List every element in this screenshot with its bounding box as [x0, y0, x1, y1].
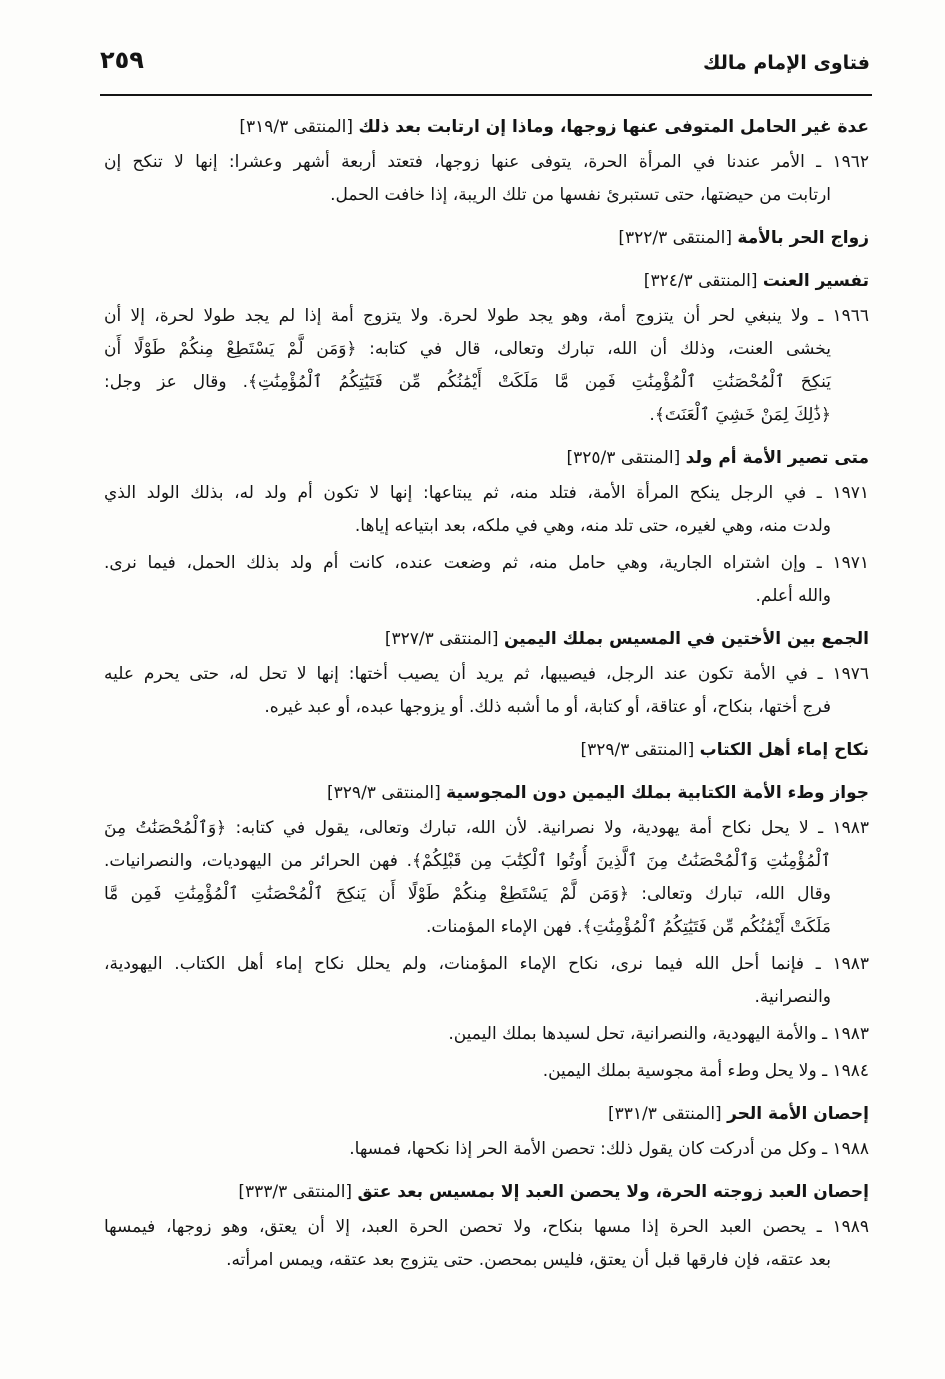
section-heading — [104, 734, 869, 767]
paragraph — [104, 477, 869, 543]
heading-citation: [المنتقى ٣٢٩/٣] — [580, 740, 695, 760]
paragraph-line: ١٩٨٩ ـ يحصن العبد الحرة إذا مسها بنكاح، ولا تحصن الحرة العبد، إلا أن يعتق، وهو زوجها، فيمسها — [104, 1217, 869, 1237]
heading-title: جواز وطء الأمة الكتابية بملك اليمين دون المجوسية — [446, 783, 869, 803]
section-heading — [104, 442, 869, 475]
heading-title: زواج الحر بالأمة — [737, 228, 869, 248]
paragraph — [104, 1018, 869, 1051]
section-heading — [104, 111, 869, 144]
paragraph — [104, 146, 869, 212]
paragraph-line: ١٩٧١ ـ في الرجل ينكح المرأة الأمة، فتلد منه، ثم يبتاعها: إنها لا تكون أم ولد له، بذلك الولد الذي — [104, 483, 869, 503]
paragraph — [104, 547, 869, 613]
heading-title: نكاح إماء أهل الكتاب — [699, 740, 869, 760]
paragraph-line: ١٩٨٤ ـ ولا يحل وطء أمة مجوسية بملك اليمين. — [542, 1061, 869, 1081]
paragraph-line: والله أعلم. — [755, 586, 831, 606]
heading-citation: [المنتقى ٣٢٢/٣] — [618, 228, 733, 248]
paragraph-line: ارتابت من حيضتها، حتى تستبرئ نفسها من تلك الريبة، إذا خافت الحمل. — [330, 185, 831, 205]
page-header — [100, 44, 870, 88]
paragraph-line: ١٩٨٣ ـ فإنما أحل الله فيما نرى، نكاح الإماء المؤمنات، ولم يحلل نكاح إماء أهل الكتاب. اليهودية، — [104, 954, 869, 974]
paragraph-line: ولدت منه، وهي لغيره، حتى تلد منه، وهي في ملكه، بعد ابتياعه إياها. — [354, 516, 831, 536]
running-title: فتاوى الإمام مالك — [703, 52, 870, 74]
paragraph — [104, 948, 869, 1014]
paragraph-line: ٱلْمُؤْمِنَٰتِ وَٱلْمُحْصَنَٰتُ مِنَ ٱلَّذِينَ أُوتُوا ٱلْكِتَٰبَ مِن قَبْلِكُمْ﴾. فهن الحرائر من اليهوديات، والنصرانيات. — [104, 851, 831, 871]
heading-citation: [المنتقى ٣١٩/٣] — [239, 117, 354, 137]
paragraph — [104, 300, 869, 432]
paragraph-line: مَلَكَتْ أَيْمَٰنُكُم مِّن فَتَيَٰتِكُمُ ٱلْمُؤْمِنَٰتِ﴾. فهن الإماء المؤمنات. — [425, 917, 831, 937]
page-body — [104, 111, 869, 1277]
section-heading — [104, 222, 869, 255]
paragraph-line: ١٩٨٨ ـ وكل من أدركت كان يقول ذلك: تحصن الأمة الحر إذا نكحها، فمسها. — [349, 1139, 869, 1159]
paragraph — [104, 658, 869, 724]
paragraph-line: بعد عتقه، فإن فارقها قبل أن يعتق، فليس بمحصن. حتى يتزوج بعد عتقه، ويمس امرأته. — [226, 1250, 831, 1270]
paragraph-line: ١٩٨٣ ـ والأمة اليهودية، والنصرانية، تحل لسيدها بملك اليمين. — [448, 1024, 869, 1044]
paragraph — [104, 1133, 869, 1166]
heading-title: متى تصير الأمة أم ولد — [685, 448, 869, 468]
heading-citation: [المنتقى ٣٢٩/٣] — [327, 783, 441, 803]
heading-title: تفسير العنت — [762, 271, 869, 291]
paragraph-line: وقال الله، تبارك وتعالى: ﴿وَمَن لَّمْ يَسْتَطِعْ مِنكُمْ طَوْلًا أَن يَنكِحَ ٱلْمُحْصَنَٰتِ ٱلْمُؤْمِنَٰتِ فَمِن مَّا — [104, 884, 831, 904]
section-heading — [104, 265, 869, 298]
paragraph — [104, 1055, 869, 1088]
page-number: ٢٥٩ — [100, 46, 144, 74]
paragraph-line: ١٩٨٣ ـ لا يحل نكاح أمة يهودية، ولا نصرانية. لأن الله، تبارك وتعالى، يقول في كتابه: ﴿وَٱلْمُحْصَنَٰتُ مِنَ — [104, 818, 869, 838]
heading-title: الجمع بين الأختين في المسيس بملك اليمين — [503, 629, 869, 649]
section-heading — [104, 777, 869, 810]
paragraph-line: ﴿ذَٰلِكَ لِمَنْ خَشِيَ ٱلْعَنَتَ﴾. — [649, 405, 831, 425]
section-heading — [104, 623, 869, 656]
section-heading — [104, 1098, 869, 1131]
paragraph — [104, 812, 869, 944]
heading-citation: [المنتقى ٣٢٥/٣] — [566, 448, 681, 468]
paragraph-line: فرج أختها، بنكاح، أو عتاقة، أو كتابة، أو ما أشبه ذلك. أو يزوجها عبده، أو عبد غيره. — [264, 697, 831, 717]
paragraph-line: ١٩٦٢ ـ الأمر عندنا في المرأة الحرة، يتوفى عنها زوجها، فتعتد أربعة أشهر وعشرا: إنها لا تنكح إن — [104, 152, 869, 172]
heading-citation: [المنتقى ٣٢٤/٣] — [643, 271, 758, 291]
paragraph-line: يَنكِحَ ٱلْمُحْصَنَٰتِ ٱلْمُؤْمِنَٰتِ فَمِن مَّا مَلَكَتْ أَيْمَٰنُكُم مِّن فَتَيَٰتِكُمُ ٱلْمُؤْمِنَٰتِ﴾. وقال عز وجل: — [104, 372, 831, 392]
heading-title: إحصان الأمة الحر — [727, 1104, 869, 1124]
heading-title: إحصان العبد زوجته الحرة، ولا يحصن العبد إلا بمسيس بعد عتق — [357, 1182, 869, 1202]
paragraph-line: ١٩٦٦ ـ ولا ينبغي لحر أن يتزوج أمة، وهو يجد طولا لحرة. ولا يتزوج أمة إذا لم يجد طولا لحرة، إلا أن — [104, 306, 869, 326]
heading-citation: [المنتقى ٣٣٣/٣] — [238, 1182, 353, 1202]
paragraph-line: والنصرانية. — [754, 987, 831, 1007]
heading-title: عدة غير الحامل المتوفى عنها زوجها، وماذا إن ارتابت بعد ذلك — [358, 117, 869, 137]
paragraph — [104, 1211, 869, 1277]
paragraph-line: ١٩٧٦ ـ في الأمة تكون عند الرجل، فيصيبها، ثم يريد أن يصيب أختها: إنها لا تحل له، حتى يحرم عليه — [104, 664, 869, 684]
header-rule — [100, 94, 872, 96]
paragraph-line: يخشى العنت، وذلك أن الله، تبارك وتعالى، قال في كتابه: ﴿وَمَن لَّمْ يَسْتَطِعْ مِنكُمْ طَوْلًا أَن — [104, 339, 831, 359]
section-heading — [104, 1176, 869, 1209]
heading-citation: [المنتقى ٣٣١/٣] — [607, 1104, 722, 1124]
heading-citation: [المنتقى ٣٢٧/٣] — [384, 629, 499, 649]
paragraph-line: ١٩٧١ ـ وإن اشتراه الجارية، وهي حامل منه، ثم وضعت عنده، كانت أم ولد بذلك الحمل، فيما نرى. — [104, 553, 869, 573]
